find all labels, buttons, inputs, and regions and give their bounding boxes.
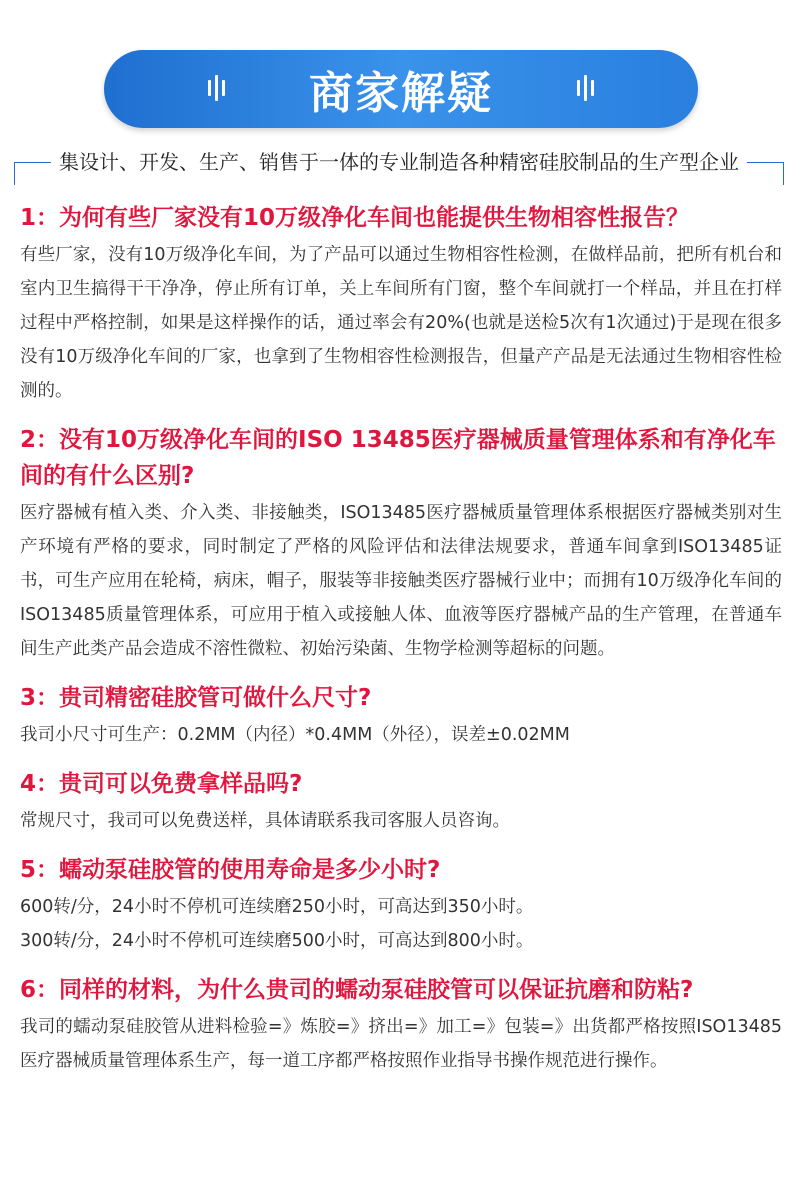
faq-question: 4：贵司可以免费拿样品吗?	[20, 771, 303, 797]
faq-answer: 我司的蠕动泵硅胶管从进料检验=》炼胶=》挤出=》加工=》包装=》出货都严格按照ISO13485医疗器械质量管理体系生产，每一道工序都严格按照作业指导书操作规范进行操作。	[20, 1017, 782, 1071]
subtitle-frame	[14, 140, 784, 184]
bars-decoration-icon	[208, 75, 225, 101]
subtitle: 集设计、开发、生产、销售于一体的专业制造各种精密硅胶制品的生产型企业	[51, 150, 747, 174]
faq-answer: 有些厂家，没有10万级净化车间，为了产品可以通过生物相容性检测，在做样品前，把所有机台和室内卫生搞得干干净净，停止所有订单，关上车间所有门窗，整个车间就打一个样品，并且在打样过程中严格控制，如果是这样操作的话，通过率会有20%(也就是送检5次有1次通过)于是现在很多没有10万级净化车间的厂家，也拿到了生物相容性检测报告，但量产产品是无法通过生物相容性检测的。	[20, 245, 782, 401]
faq-item	[20, 766, 782, 838]
faq-item	[20, 422, 782, 666]
faq-question: 5：蠕动泵硅胶管的使用寿命是多少小时?	[20, 857, 441, 883]
faq-item	[20, 200, 782, 408]
faq-answer: 我司小尺寸可生产：0.2MM（内径）*0.4MM（外径），误差±0.02MM	[20, 725, 570, 745]
faq-answer: 医疗器械有植入类、介入类、非接触类，ISO13485医疗器械质量管理体系根据医疗器械类别对生产环境有严格的要求，同时制定了严格的风险评估和法律法规要求，普通车间拿到ISO13485证书，可生产应用在轮椅，病床，帽子，服装等非接触类医疗器械行业中；而拥有10万级净化车间的ISO13485质量管理体系，可应用于植入或接触人体、血液等医疗器械产品的生产管理，在普通车间生产此类产品会造成不溶性微粒、初始污染菌、生物学检测等超标的问题。	[20, 503, 782, 659]
faq-answer: 300转/分，24小时不停机可连续磨500小时，可高达到800小时。	[20, 931, 534, 951]
header-banner	[104, 50, 698, 128]
faq-question: 2：没有10万级净化车间的ISO 13485医疗器械质量管理体系和有净化车间的有什么区别?	[20, 427, 776, 489]
faq-answer: 常规尺寸，我司可以免费送样，具体请联系我司客服人员咨询。	[20, 811, 510, 831]
faq-item	[20, 680, 782, 752]
faq-question: 3：贵司精密硅胶管可做什么尺寸?	[20, 685, 372, 711]
faq-item	[20, 972, 782, 1078]
page-title: 商家解疑	[309, 68, 493, 119]
faq-question: 1：为何有些厂家没有10万级净化车间也能提供生物相容性报告？	[20, 205, 690, 231]
faq-answer: 600转/分，24小时不停机可连续磨250小时，可高达到350小时。	[20, 897, 534, 917]
faq-item	[20, 852, 782, 958]
faq-question: 6：同样的材料，为什么贵司的蠕动泵硅胶管可以保证抗磨和防粘?	[20, 977, 694, 1003]
bars-decoration-icon	[577, 75, 594, 101]
faq-list	[20, 200, 782, 1092]
